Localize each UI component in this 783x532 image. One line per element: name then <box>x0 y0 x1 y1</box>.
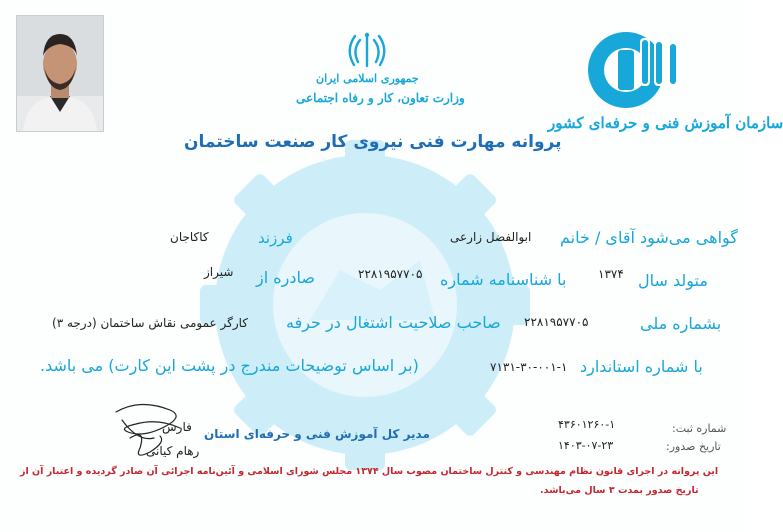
tvto-logo-icon <box>568 28 690 114</box>
registration-number: ۴۳۶۰۱۲۶۰-۱ <box>558 418 616 431</box>
legal-text-line1: این پروانه در اجرای قانون نظام مهندسی و کنترل ساختمان مصوب سال ۱۳۷۴ مجلس شورای اسلامی و آئین‌نامه اجرائی آن صادر گردیده و اعتبار آن از <box>20 466 719 477</box>
iran-emblem-icon <box>346 30 388 70</box>
basis-text: (بر اساس توضیحات مندرج در پشت این کارت) می باشد. <box>40 356 419 375</box>
birth-year: ۱۳۷۴ <box>598 267 624 281</box>
child-of-label: فرزند <box>258 229 293 247</box>
director-name: رهام کیانی <box>146 444 200 458</box>
certificate-title: پروانه مهارت فنی نیروی کار صنعت ساختمان <box>184 132 562 152</box>
father-name: کاکاجان <box>170 230 209 244</box>
ministry-label: وزارت تعاون، کار و رفاه اجتماعی <box>296 91 465 105</box>
trade-name: کارگر عمومی نقاش ساختمان (درجه ۳) <box>52 316 248 330</box>
person-photo <box>16 15 104 132</box>
legal-text-line2: تاریخ صدور بمدت ۳ سال می‌باشد. <box>540 485 699 496</box>
holder-name: ابوالفضل زارعی <box>450 230 532 244</box>
gear-watermark-icon <box>150 120 580 500</box>
province-name: فارس <box>162 420 192 434</box>
national-id: ۲۲۸۱۹۵۷۷۰۵ <box>524 315 589 329</box>
registration-label: شماره ثبت: <box>672 422 727 435</box>
id-label: با شناسنامه شماره <box>440 270 567 289</box>
holder-label: گواهی می‌شود آقای / خانم <box>560 228 738 247</box>
issued-place: شیراز <box>204 265 234 279</box>
national-id-label: بشماره ملی <box>640 314 722 333</box>
standard-label: با شماره استاندارد <box>580 357 703 376</box>
organization-label: سازمان آموزش فنی و حرفه‌ای کشور <box>548 114 783 132</box>
issued-label: صادره از <box>256 268 315 287</box>
born-label: متولد سال <box>638 271 708 290</box>
standard-number: ۷۱۳۱-۳۰-۰۰۱-۱ <box>490 360 568 374</box>
id-number: ۲۲۸۱۹۵۷۷۰۵ <box>358 267 423 281</box>
issue-date-label: تاریخ صدور: <box>666 440 721 453</box>
republic-label: جمهوری اسلامی ایران <box>316 72 419 85</box>
qualification-label: صاحب صلاحیت اشتغال در حرفه <box>286 313 501 332</box>
director-title: مدیر کل آموزش فنی و حرفه‌ای استان <box>204 427 430 441</box>
issue-date: ۱۴۰۳-۰۷-۲۳ <box>558 439 614 452</box>
